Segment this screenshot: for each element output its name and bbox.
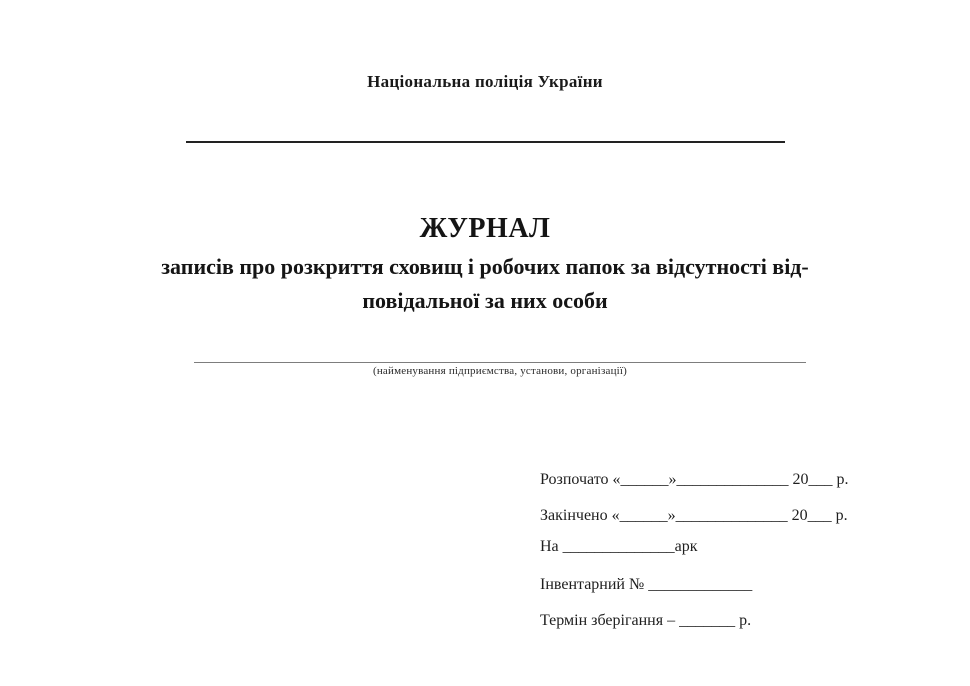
field-finished-date: Закінчено «______»______________ 20___ р. [540,507,848,524]
header-underline-rule [186,141,785,143]
field-inventory-number: Інвентарний № _____________ [540,576,753,593]
page-title: ЖУРНАЛ [419,213,551,244]
field-sheet-count: На ______________арк [540,538,698,555]
page-subtitle [0,250,970,318]
subtitle-line-2: повідальної за них особи [362,288,608,313]
subtitle-line-1: записів про розкриття сховищ і робочих папок за відсутності від- [161,254,809,279]
organization-header: Національна поліція України [367,72,603,91]
field-retention-period: Термін зберігання – _______ р. [540,612,752,629]
field-started-date: Розпочато «______»______________ 20___ р. [540,471,849,488]
organization-name-rule [194,362,806,377]
organization-name-caption: (найменування підприємства, установи, організації) [372,365,628,377]
